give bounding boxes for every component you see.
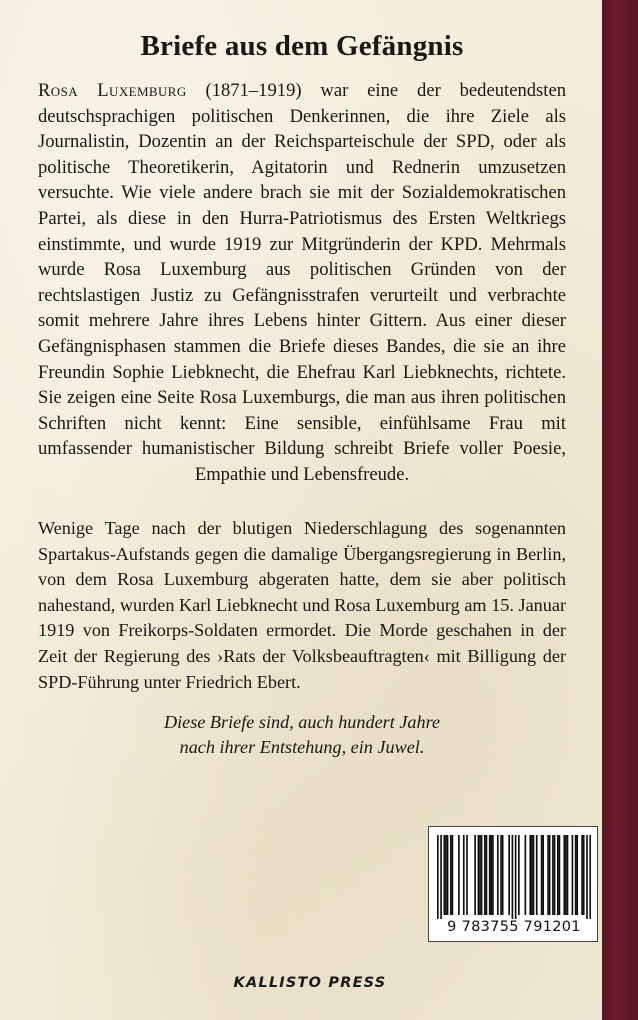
barcode-bar-34	[549, 835, 551, 915]
barcode-bar-40	[565, 835, 567, 915]
author-name: Rosa Luxemburg	[38, 80, 187, 101]
barcode-bar-32	[542, 835, 544, 915]
barcode-bar-20	[500, 835, 502, 915]
barcode-bar-3	[445, 835, 447, 915]
barcode-box	[428, 826, 598, 942]
barcode-bar-27	[529, 835, 531, 915]
barcode-bar-44	[576, 835, 578, 915]
barcode-bar-10	[474, 835, 476, 915]
barcode-bar-0	[437, 835, 439, 919]
quote	[38, 710, 566, 760]
barcode-bar-45	[581, 835, 583, 915]
barcode-bar-23	[512, 835, 514, 919]
barcode-bar-25	[518, 835, 520, 915]
barcode-bars	[437, 835, 591, 919]
book-title: Briefe aus dem Gefängnis	[140, 30, 464, 62]
barcode-bar-22	[508, 835, 510, 915]
quote-line-2: nach ihrer Entstehung, ein Juwel.	[179, 737, 425, 757]
barcode-bar-28	[531, 835, 533, 915]
barcode-bar-1	[440, 835, 442, 919]
barcode-bar-18	[492, 835, 494, 915]
barcode-bar-11	[478, 835, 480, 915]
barcode-bar-19	[497, 835, 499, 915]
barcode-bar-17	[490, 835, 492, 915]
barcode-bar-30	[536, 835, 538, 915]
barcode-bar-48	[589, 835, 591, 919]
barcode-bar-42	[572, 835, 574, 915]
barcode-bar-46	[583, 835, 585, 915]
barcode-bar-31	[541, 835, 543, 915]
barcode-bar-13	[481, 835, 483, 915]
quote-line-1: Diese Briefe sind, auch hundert Jahre	[163, 712, 441, 732]
barcode-bar-7	[458, 835, 460, 915]
barcode-bar-35	[552, 835, 554, 915]
barcode-bar-15	[486, 835, 488, 915]
isbn-number: 9 783755 791201	[447, 919, 581, 935]
barcode-bar-47	[586, 835, 588, 919]
barcode-bar-36	[554, 835, 556, 915]
barcode-bar-38	[559, 835, 561, 915]
barcode-bar-43	[575, 835, 577, 915]
barcode-bar-14	[484, 835, 486, 915]
barcode-bar-9	[466, 835, 468, 915]
barcode-bar-4	[447, 835, 449, 915]
intro-text: (1871–1919) war eine der bedeutendsten deutschsprachigen politischen Denkerinnen, die ihre Ziele als Journalistin, Dozentin an der Reichsparteischule der SPD, oder als politische Theoretikerin, Agitatorin und Rednerin umzusetzen versuchte. Wie viele andere brach sie mit der Sozialdemokratischen Partei, als diese in den Hurra-Patriotismus des Ersten Weltkriegs einstimmte, und wurde 1919 zur Mitgründerin der KPD. Mehrmals wurde Rosa Luxemburg aus politischen Gründen von der rechtslastigen Justiz zu Gefängnisstrafen verurteilt und verbrachte somit mehrere Jahre ihres Lebens hinter Gittern. Aus einer dieser Gefängnisphasen stammen die Briefe dieses Bandes, die sie an ihre Freundin Sophie Liebknecht, die Ehefrau Karl Liebknechts, richtete. Sie zeigen eine Seite Rosa Luxemburgs, die man aus ihren politischen Schriften nicht kennt: Eine sensible, einfühlsame Frau mit umfassender humanistischer Bildung schreibt Briefe voller Poesie, Empathie und Lebensfreude.	[38, 80, 566, 485]
barcode-bar-21	[502, 835, 504, 915]
second-paragraph: Wenige Tage nach der blutigen Niederschlagung des sogenannten Spartakus-Aufstands gegen die damalige Übergangsregierung in Berlin, von dem Rosa Luxemburg abgeraten hatte, dem sie aber politisch nahestand, wurden Karl Liebknecht und Rosa Luxemburg am 15. Januar 1919 von Freikorps-Soldaten ermordet. Die Morde geschahen in der Zeit der Regierung des ›Rats der Volksbeauftragten‹ mit Billigung der SPD-Führung unter Friedrich Ebert.	[38, 518, 566, 692]
barcode-bar-29	[533, 835, 535, 915]
barcode-bar-33	[547, 835, 549, 915]
spine-color-band	[602, 0, 638, 1020]
barcode-bar-6	[452, 835, 454, 915]
intro-paragraph	[38, 78, 566, 488]
barcode-bar-41	[567, 835, 569, 915]
barcode-bar-37	[557, 835, 559, 915]
publisher-name: KALLISTO PRESS	[233, 975, 387, 991]
barcode-bar-39	[563, 835, 565, 915]
barcode-bar-24	[515, 835, 517, 919]
barcode-bar-12	[479, 835, 481, 915]
barcode-bar-5	[450, 835, 452, 915]
barcode-bar-26	[525, 835, 527, 915]
barcode-bar-16	[489, 835, 491, 915]
barcode-bar-8	[463, 835, 465, 915]
barcode-bar-2	[443, 835, 445, 915]
